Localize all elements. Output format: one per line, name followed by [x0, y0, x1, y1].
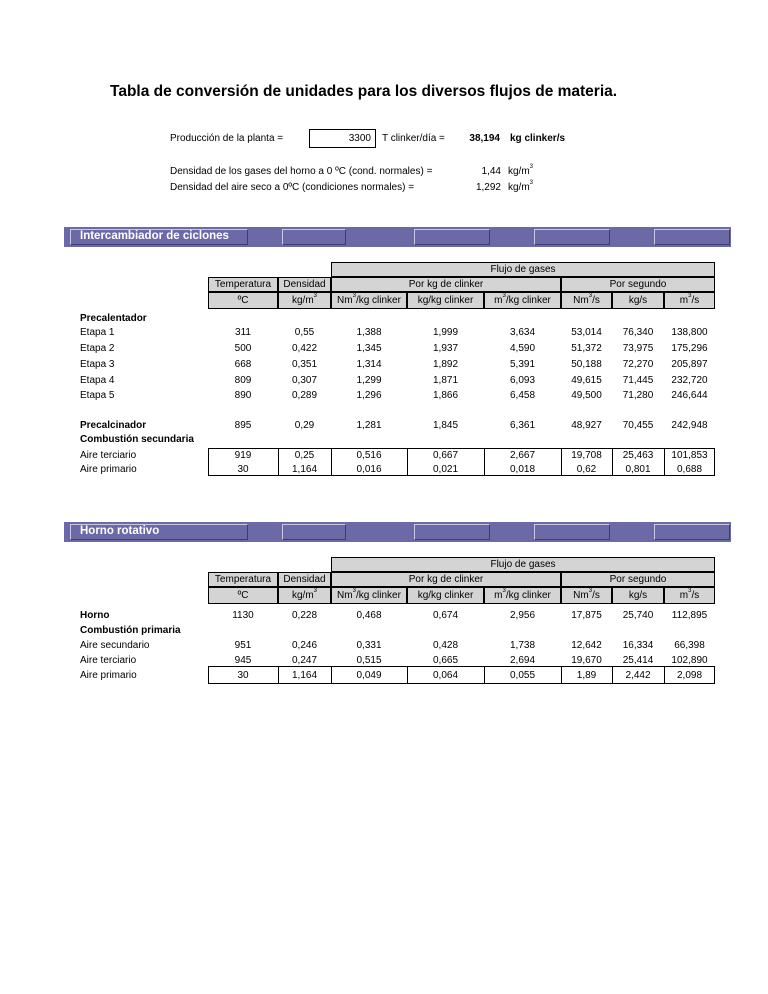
table-cell: 0,468 — [356, 610, 382, 621]
table-cell: 25,740 — [622, 610, 654, 621]
table-cell: 0,049 — [356, 670, 382, 681]
header-densidad: Densidad — [283, 279, 326, 290]
group-combustion-secundaria: Combustión secundaria — [80, 434, 194, 445]
table-cell: 1,892 — [432, 359, 459, 370]
row-label: Aire terciario — [80, 655, 137, 666]
table-cell: 53,014 — [571, 327, 602, 338]
table-cell: 668 — [234, 359, 252, 370]
table-row — [0, 327, 768, 341]
table-cell: 25,463 — [622, 450, 654, 461]
table-cell: 0,428 — [432, 640, 459, 651]
table-cell: 72,270 — [622, 359, 654, 370]
table-cell: 2,098 — [676, 670, 703, 681]
header-unit-nm3s: Nm$^3$/s — [573, 588, 600, 601]
table-cell: 1,299 — [356, 375, 382, 386]
section-band-horno — [64, 522, 731, 542]
table-cell: 5,391 — [509, 359, 536, 370]
header-unit-c: ºC — [237, 295, 249, 306]
density-gases-unit: $kg/m^3$ — [508, 164, 534, 177]
table-cell: 0,228 — [291, 610, 318, 621]
table-cell: 2,442 — [625, 670, 651, 681]
table-row — [0, 670, 768, 684]
row-label: Etapa 2 — [80, 343, 115, 354]
table-cell: 102,890 — [671, 655, 708, 666]
table-cell: 951 — [234, 640, 252, 651]
table-cell: 71,445 — [622, 375, 654, 386]
row-label: Horno — [80, 610, 110, 621]
header-unit-nm3kg: Nm$^3$/kg clinker — [337, 588, 401, 601]
table-cell: 246,644 — [671, 390, 708, 401]
production-result-unit: kg clinker/s — [510, 133, 566, 144]
table-cell: 6,458 — [509, 390, 536, 401]
table-cell: 2,956 — [509, 610, 536, 621]
header-unit-m3s: $m^3/s$ — [679, 588, 700, 601]
table-cell: 1,164 — [291, 464, 318, 475]
table-cell: 0,064 — [432, 670, 459, 681]
row-label: Etapa 3 — [80, 359, 115, 370]
header-unit-kgs: kg/s — [628, 295, 648, 306]
table-row — [0, 390, 768, 404]
header-por-kg: Por kg de clinker — [408, 279, 484, 290]
header-unit-kgm3: $kg/m^3$ — [291, 588, 317, 601]
table-row — [0, 420, 768, 434]
table-cell: 66,398 — [674, 640, 705, 651]
table-cell: 2,667 — [509, 450, 536, 461]
table-cell: 809 — [234, 375, 252, 386]
header-unit-nm3kg: Nm$^3$/kg clinker — [337, 293, 401, 306]
header-por-kg: Por kg de clinker — [408, 574, 484, 585]
header-temperatura: Temperatura — [214, 279, 272, 290]
table-cell: 6,093 — [509, 375, 536, 386]
table-cell: 138,800 — [671, 327, 708, 338]
table-cell: 0,331 — [356, 640, 382, 651]
table-cell: 311 — [235, 327, 251, 338]
table-row — [0, 450, 768, 464]
table-row — [0, 610, 768, 624]
table-cell: 500 — [234, 343, 252, 354]
table-cell: 73,975 — [622, 343, 654, 354]
table-cell: 0,55 — [294, 327, 315, 338]
density-air-unit: $kg/m^3$ — [508, 180, 534, 193]
header-temperatura: Temperatura — [214, 574, 272, 585]
production-label: Producción de la planta = — [170, 133, 284, 144]
table-row — [0, 343, 768, 357]
table-cell: 0,247 — [291, 655, 318, 666]
table-cell: 49,500 — [571, 390, 602, 401]
group-precalentador: Precalentador — [80, 313, 147, 324]
table-cell: 30 — [237, 670, 249, 681]
table-cell: 25,414 — [622, 655, 654, 666]
row-label: Etapa 1 — [80, 327, 115, 338]
table-cell: 101,853 — [671, 450, 708, 461]
table-cell: 895 — [234, 420, 252, 431]
table-cell: 16,334 — [622, 640, 654, 651]
table-cell: 3,634 — [509, 327, 536, 338]
table-row — [0, 359, 768, 373]
density-gases-label: Densidad de los gases del horno a 0 ºC (cond. normales) = — [170, 166, 433, 177]
table-row — [0, 655, 768, 669]
table-cell: 1,314 — [356, 359, 382, 370]
section-band-intercambiador — [64, 227, 731, 247]
table-cell: 51,372 — [571, 343, 602, 354]
table-cell: 71,280 — [622, 390, 654, 401]
table-cell: 0,016 — [356, 464, 382, 475]
density-gases-value: 1,44 — [481, 166, 501, 177]
row-label: Aire terciario — [80, 450, 137, 461]
table-cell: 1,738 — [509, 640, 536, 651]
table-cell: 1,296 — [356, 390, 382, 401]
table-cell: 4,590 — [509, 343, 536, 354]
table-cell: 19,670 — [571, 655, 602, 666]
section-title: Intercambiador de ciclones — [80, 230, 229, 242]
header-por-segundo: Por segundo — [609, 279, 667, 290]
table-cell: 49,615 — [571, 375, 602, 386]
table-cell: 242,948 — [671, 420, 708, 431]
table-cell: 1,89 — [576, 670, 597, 681]
table-row — [0, 464, 768, 478]
header-unit-nm3s: Nm$^3$/s — [573, 293, 600, 306]
header-unit-m3s: $m^3/s$ — [679, 293, 700, 306]
header-por-segundo: Por segundo — [609, 574, 667, 585]
row-label: Aire secundario — [80, 640, 150, 651]
table-cell: 0,422 — [291, 343, 318, 354]
table-cell: 2,694 — [509, 655, 536, 666]
table-cell: 0,665 — [432, 655, 459, 666]
table-cell: 0,674 — [432, 610, 459, 621]
header-flujo-label: Flujo de gases — [490, 264, 556, 275]
production-value-field[interactable]: 3300 — [309, 129, 376, 148]
header-unit-c: ºC — [237, 590, 249, 601]
table-cell: 0,516 — [356, 450, 382, 461]
density-air-value: 1,292 — [475, 182, 501, 193]
table-cell: 0,055 — [509, 670, 536, 681]
header-unit-m3kg: $m^3/kg$ clinker — [494, 588, 551, 601]
header-unit-kgm3: $kg/m^3$ — [291, 293, 317, 306]
table-cell: 1,345 — [356, 343, 382, 354]
production-unit: T clinker/día = — [382, 133, 445, 144]
header-unit-kgkg: kg/kg clinker — [417, 590, 474, 601]
table-cell: 890 — [234, 390, 252, 401]
row-label: Aire primario — [80, 670, 137, 681]
table-row — [0, 640, 768, 654]
table-cell: 0,801 — [625, 464, 651, 475]
table-cell: 17,875 — [571, 610, 602, 621]
table-cell: 0,351 — [291, 359, 318, 370]
table-cell: 0,021 — [432, 464, 459, 475]
header-unit-kgkg: kg/kg clinker — [417, 295, 474, 306]
table-cell: 175,296 — [671, 343, 708, 354]
table-cell: 945 — [234, 655, 252, 666]
table-cell: 1,999 — [432, 327, 459, 338]
row-label: Precalcinador — [80, 420, 147, 431]
table-cell: 0,515 — [356, 655, 382, 666]
section-title: Horno rotativo — [80, 525, 160, 537]
table-cell: 112,895 — [671, 610, 708, 621]
header-densidad: Densidad — [283, 574, 326, 585]
table-cell: 919 — [234, 450, 252, 461]
group-combustion-primaria: Combustión primaria — [80, 625, 181, 636]
table-cell: 1,871 — [432, 375, 459, 386]
table-cell: 0,246 — [291, 640, 318, 651]
density-air-label: Densidad del aire seco a 0ºC (condiciones normales) = — [170, 182, 415, 193]
table-cell: 0,62 — [576, 464, 597, 475]
table-cell: 205,897 — [671, 359, 708, 370]
table-cell: 0,688 — [676, 464, 703, 475]
table-row — [0, 375, 768, 389]
table-cell: 1,281 — [356, 420, 382, 431]
table-cell: 12,642 — [571, 640, 602, 651]
table-cell: 0,667 — [432, 450, 459, 461]
table-cell: 48,927 — [571, 420, 602, 431]
table-cell: 232,720 — [671, 375, 708, 386]
table-cell: 0,018 — [509, 464, 536, 475]
table-cell: 1,937 — [432, 343, 459, 354]
header-unit-m3kg: $m^3/kg$ clinker — [494, 293, 551, 306]
page-title: Tabla de conversión de unidades para los diversos flujos de materia. — [110, 83, 618, 100]
table-cell: 1,845 — [432, 420, 459, 431]
table-cell: 0,25 — [294, 450, 315, 461]
table-cell: 19,708 — [571, 450, 602, 461]
table-cell: 1,388 — [356, 327, 382, 338]
production-result: 38,194 — [469, 133, 500, 144]
table-cell: 0,307 — [291, 375, 318, 386]
table-cell: 0,289 — [291, 390, 318, 401]
table-cell: 0,29 — [294, 420, 315, 431]
table-cell: 30 — [237, 464, 249, 475]
table-cell: 50,188 — [571, 359, 602, 370]
row-label: Etapa 4 — [80, 375, 115, 386]
table-cell: 1130 — [232, 610, 254, 621]
table-cell: 6,361 — [509, 420, 536, 431]
table-cell: 1,164 — [291, 670, 318, 681]
table-cell: 70,455 — [622, 420, 654, 431]
row-label: Etapa 5 — [80, 390, 115, 401]
header-unit-kgs: kg/s — [628, 590, 648, 601]
header-flujo-label: Flujo de gases — [490, 559, 556, 570]
table-cell: 1,866 — [432, 390, 459, 401]
row-label: Aire primario — [80, 464, 137, 475]
table-cell: 76,340 — [622, 327, 654, 338]
